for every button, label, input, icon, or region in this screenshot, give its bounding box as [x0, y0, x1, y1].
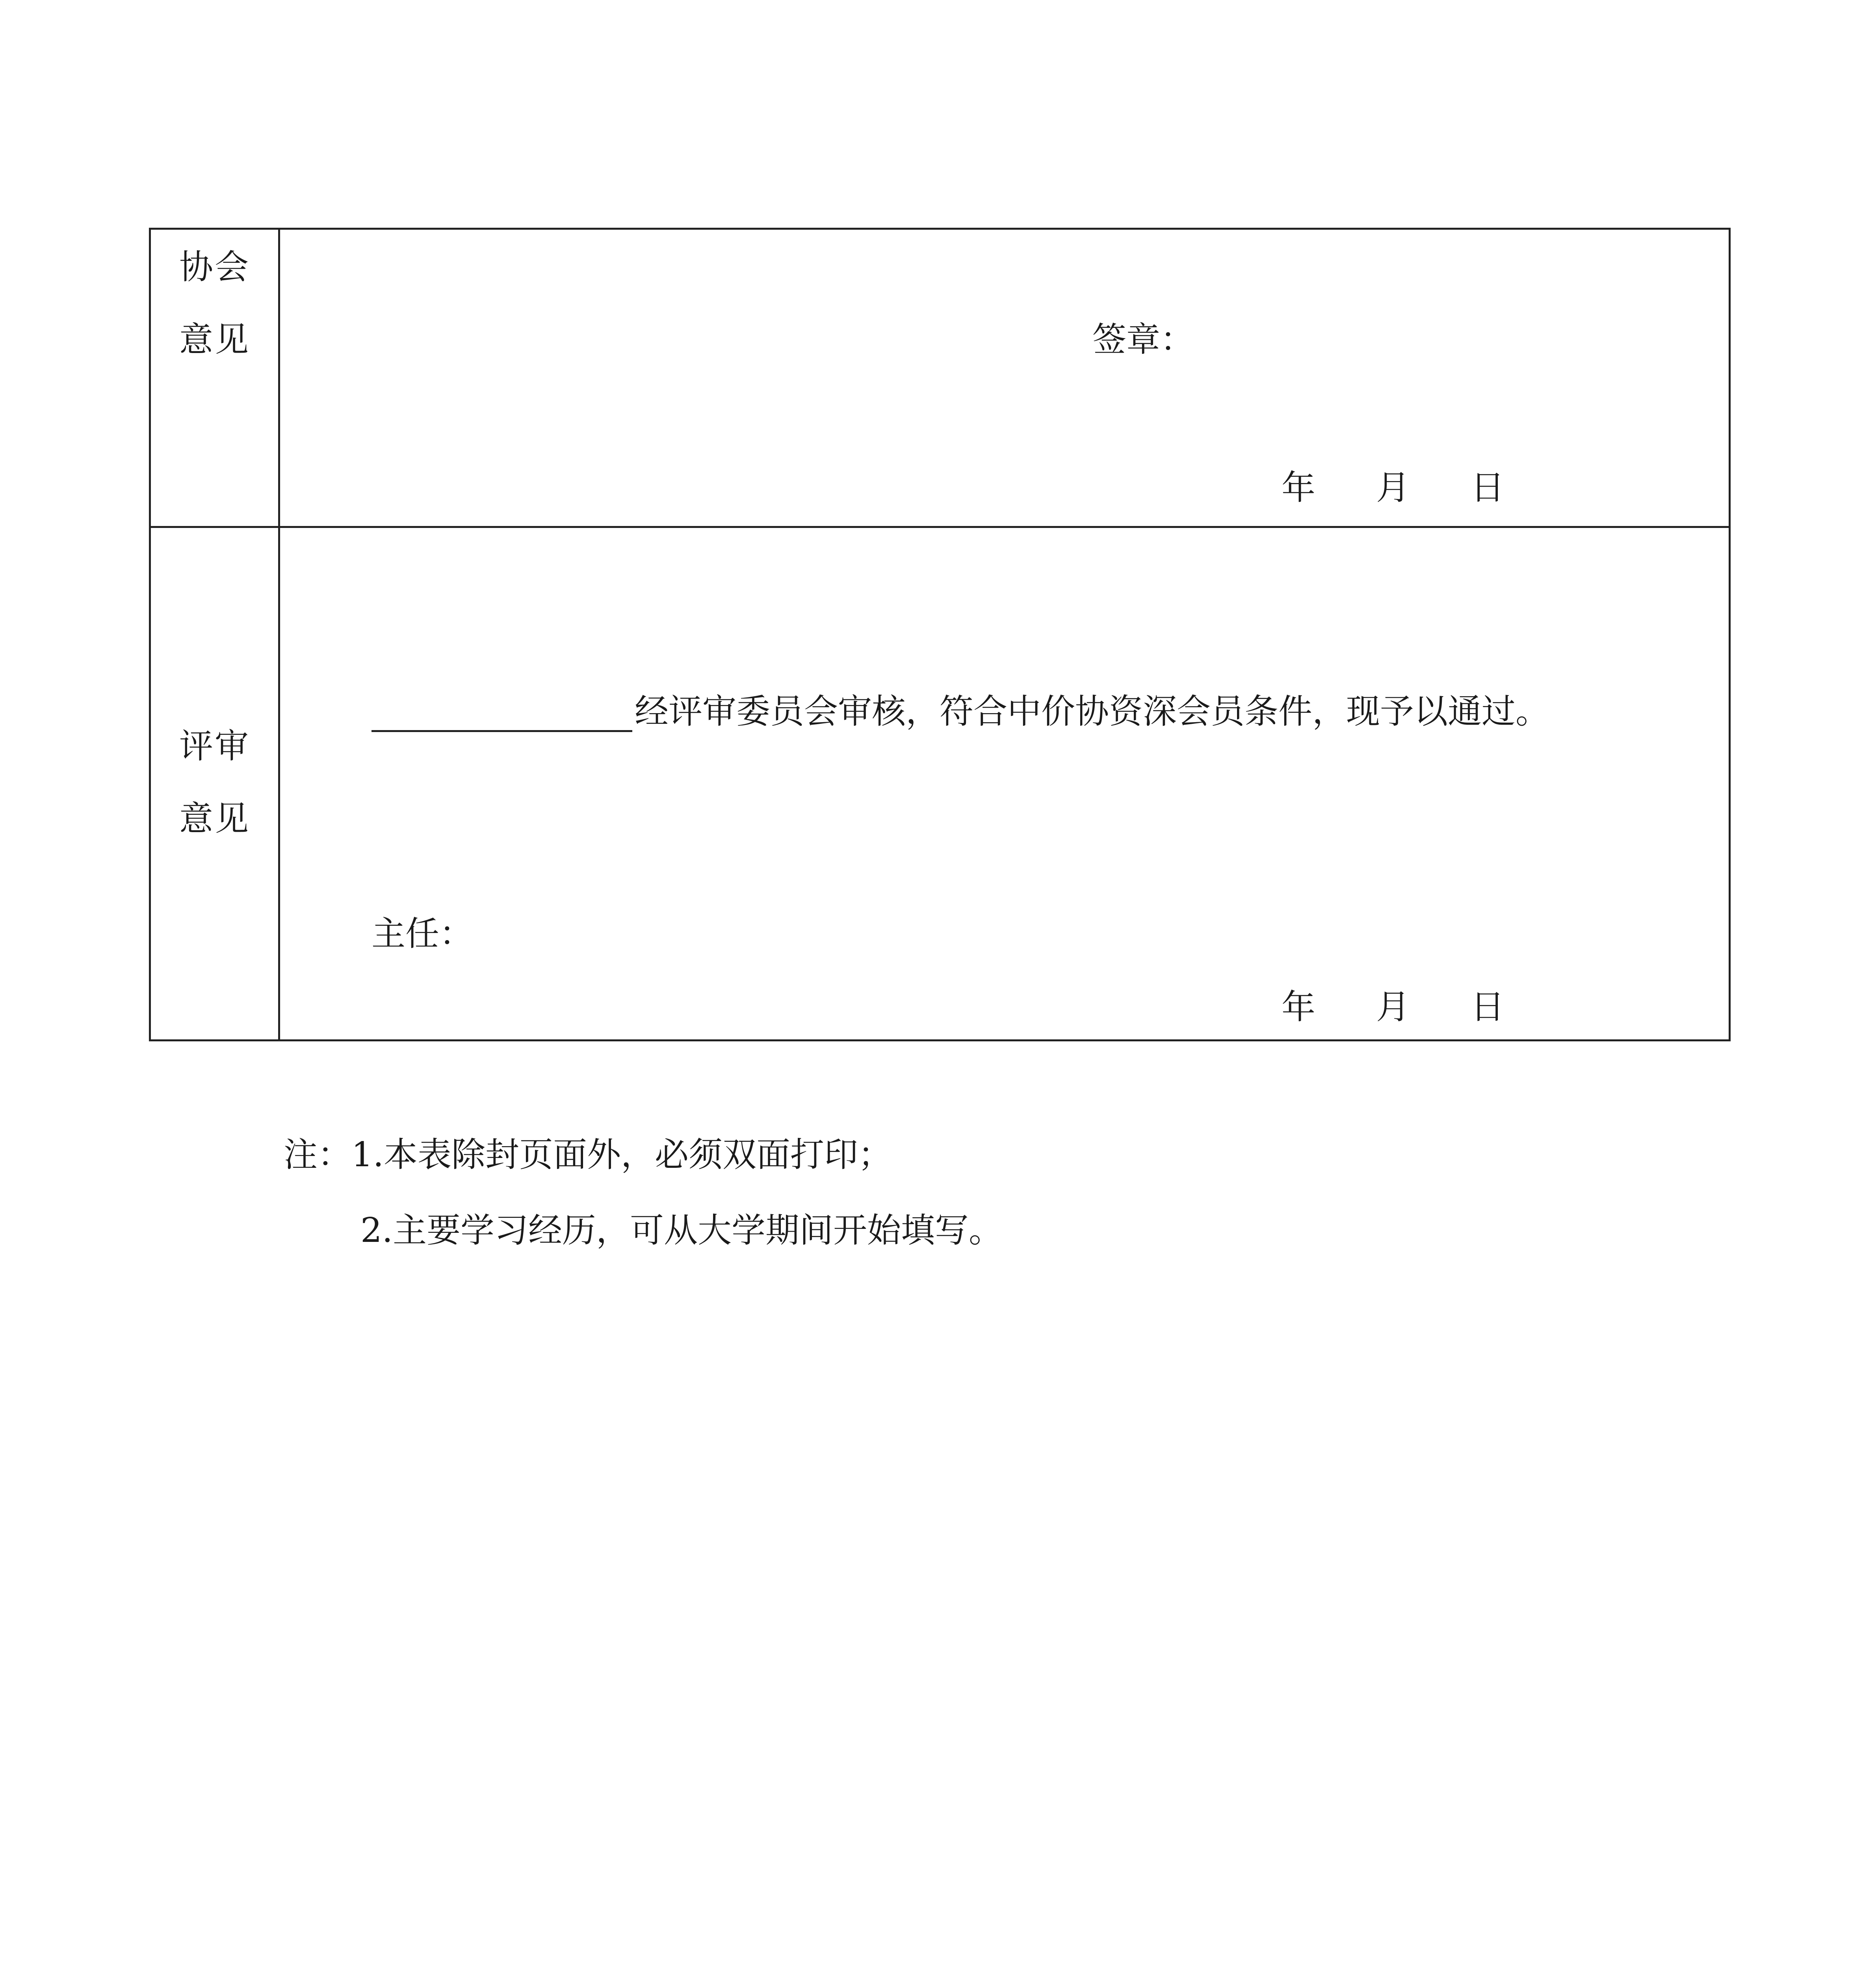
column-divider [278, 230, 280, 1039]
director-signature-field[interactable] [450, 917, 608, 951]
director-label: 主任： [371, 914, 473, 953]
note-1: 注：1.本表除封页面外，必须双面打印； [284, 1135, 892, 1175]
association-month-label: 月 [1376, 468, 1410, 507]
signature-field[interactable] [1278, 323, 1368, 357]
review-label-line1: 评审 [179, 727, 250, 766]
note-2: 2.主要学习经历，可从大学期间开始填写。 [360, 1211, 1003, 1250]
association-day-field[interactable] [1423, 471, 1463, 505]
row-divider [151, 526, 1729, 528]
review-day-field[interactable] [1423, 990, 1463, 1024]
review-month-label: 月 [1376, 987, 1410, 1027]
review-year-field[interactable] [1238, 990, 1278, 1024]
applicant-name-blank[interactable] [371, 730, 632, 732]
association-month-field[interactable] [1329, 471, 1368, 505]
review-year-label: 年 [1282, 987, 1315, 1027]
review-day-label: 日 [1471, 987, 1505, 1027]
signature-label: 签章： [1092, 320, 1194, 359]
association-label-line2: 意见 [179, 320, 250, 359]
association-day-label: 日 [1471, 468, 1505, 507]
review-month-field[interactable] [1329, 990, 1368, 1024]
association-year-field[interactable] [1238, 471, 1278, 505]
opinion-table [149, 228, 1731, 1041]
association-label-line1: 协会 [179, 247, 250, 287]
review-statement: 经评审委员会审核，符合中价协资深会员条件，现予以通过。 [635, 692, 1549, 731]
association-year-label: 年 [1282, 468, 1315, 507]
review-label-line2: 意见 [179, 799, 250, 838]
